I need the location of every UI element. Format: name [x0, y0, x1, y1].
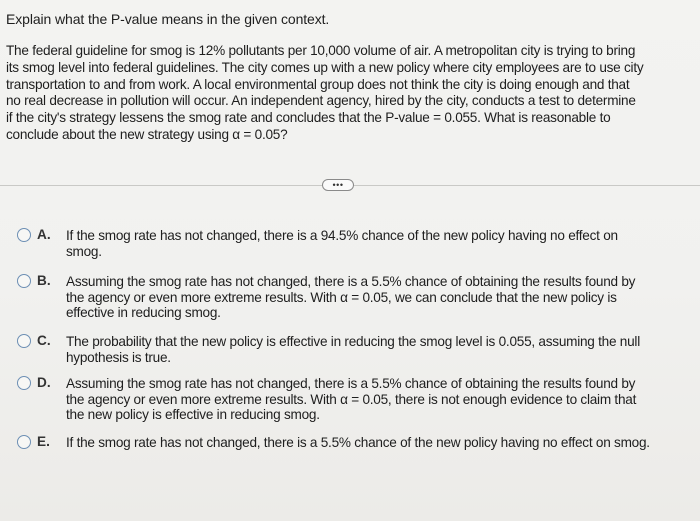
option-line: Assuming the smog rate has not changed, there is a 5.5% chance of obtaining the results found by: [66, 274, 636, 289]
option-line: Assuming the smog rate has not changed, there is a 5.5% chance of obtaining the results found by: [66, 376, 636, 391]
option-text: [66, 228, 696, 259]
radio-button-icon[interactable]: [17, 435, 31, 449]
question-line: if the city's strategy lessens the smog rate and concludes that the P-value = 0.055. What is reasonable to: [6, 110, 611, 126]
radio-button-icon[interactable]: [17, 274, 31, 288]
option-letter: D.: [37, 375, 51, 390]
question-line: transportation to and from work. A local environmental group does not think the city is doing enough and that: [6, 76, 630, 92]
option-line: If the smog rate has not changed, there is a 5.5% chance of the new policy having no effect on smog.: [66, 435, 650, 450]
question-line: conclude about the new strategy using α = 0.05?: [6, 126, 288, 142]
radio-button-icon[interactable]: [17, 376, 31, 390]
option-line: hypothesis is true.: [66, 349, 171, 365]
option-line: If the smog rate has not changed, there is a 94.5% chance of the new policy having no effect on: [66, 228, 618, 243]
prompt-text: Explain what the P-value means in the given context.: [6, 11, 330, 27]
option-letter: B.: [37, 273, 51, 288]
option-line: smog.: [66, 243, 102, 259]
option-line: the new policy is effective in reducing smog.: [66, 407, 320, 423]
option-letter: C.: [37, 333, 51, 348]
option-text: [66, 435, 696, 451]
option-line: the agency or even more extreme results. With α = 0.05, there is not enough evidence to claim that: [66, 391, 637, 407]
option-text: [66, 334, 696, 365]
option-line: the agency or even more extreme results. With α = 0.05, we can conclude that the new policy is: [66, 289, 617, 305]
option-letter: A.: [37, 227, 51, 242]
question-line: no real decrease in pollution will occur. An independent agency, hired by the city, conducts a test to determine: [6, 93, 636, 109]
option-line: effective in reducing smog.: [66, 305, 221, 321]
more-button[interactable]: •••: [322, 179, 354, 191]
question-line: The federal guideline for smog is 12% pollutants per 10,000 volume of air. A metropolitan city is trying to bring: [6, 43, 636, 58]
option-text: [66, 274, 696, 321]
option-text: [66, 376, 696, 423]
radio-button-icon[interactable]: [17, 228, 31, 242]
question-line: its smog level into federal guidelines. The city comes up with a new policy where city employees are to use city: [6, 59, 644, 75]
option-line: The probability that the new policy is effective in reducing the smog level is 0.055, assuming the null: [66, 334, 640, 349]
radio-button-icon[interactable]: [17, 334, 31, 348]
option-letter: E.: [37, 434, 50, 449]
